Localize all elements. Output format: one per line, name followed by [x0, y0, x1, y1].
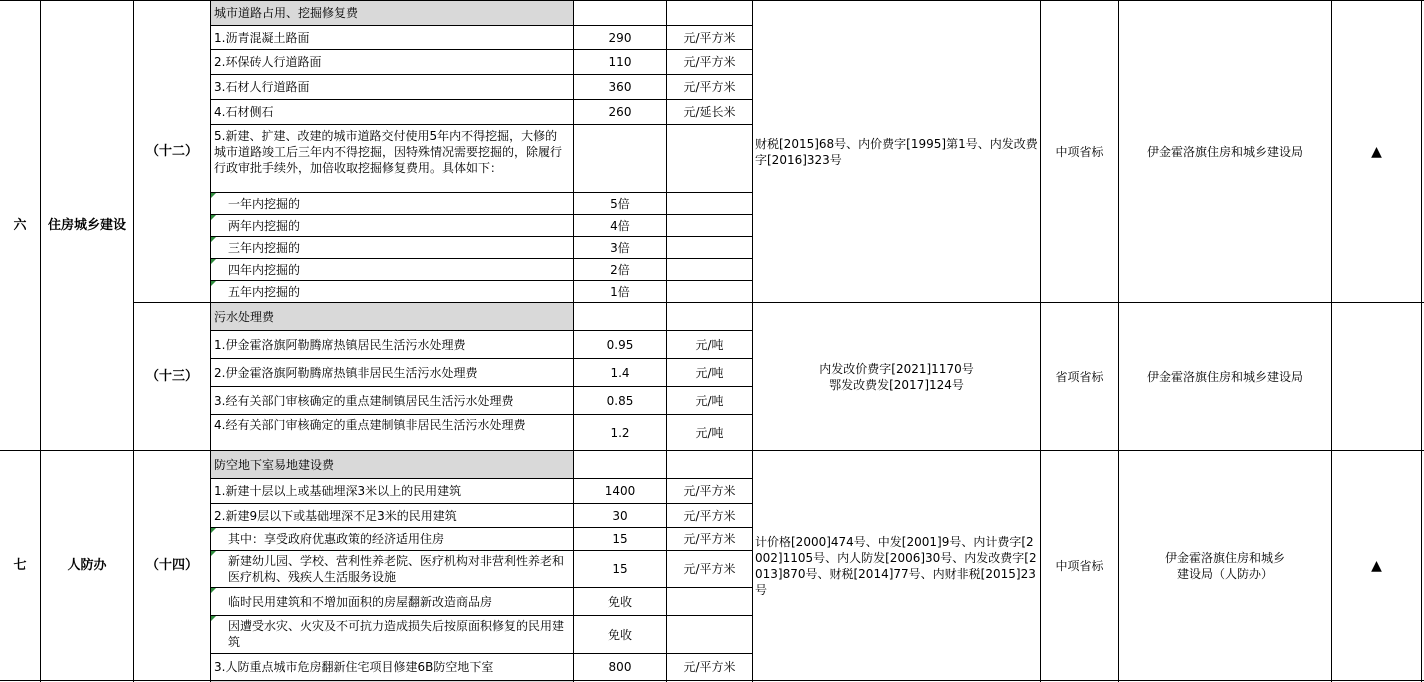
item-name: 三年内挖掘的 [228, 240, 301, 255]
section-number: 六 [13, 217, 27, 233]
item-name: 因遭受水灾、火灾及不可抗力造成损失后按原面积修复的民用建筑 [228, 619, 565, 649]
item-value: 2倍 [610, 262, 630, 277]
grid-line [1421, 0, 1422, 682]
item-unit: 元/吨 [695, 337, 724, 352]
item-name: 五年内挖掘的 [228, 284, 301, 299]
item-unit: 元/平方米 [683, 508, 736, 523]
group-header: 防空地下室易地建设费 [211, 451, 573, 478]
item-name: 4.石材侧石 [214, 105, 274, 119]
item-name: 新建幼儿园、学校、营利性养老院、医疗机构对非营利性养老和医疗机构、残疾人生活服务设施 [228, 554, 565, 584]
cell-flag-icon [211, 528, 216, 533]
item-value: 110 [608, 55, 632, 69]
group-label: （十二） [145, 143, 198, 159]
item-value: 1.4 [610, 365, 630, 380]
item-unit: 元/吨 [695, 393, 724, 408]
item-value: 0.85 [606, 393, 634, 408]
item-unit: 元/平方米 [683, 80, 736, 94]
department-line: 建设局（人防办） [1176, 566, 1273, 581]
cell-flag-icon [211, 259, 216, 264]
item-name: 2.环保砖人行道路面 [214, 55, 322, 69]
item-value: 1400 [604, 484, 636, 498]
policy-basis: 财税[2015]68号、内价费字[1995]第1号、内发改费字[2016]323号 [755, 136, 1038, 167]
cell-flag-icon [211, 281, 216, 286]
standard-level: 中项省标 [1055, 558, 1104, 573]
group-header: 污水处理费 [211, 303, 573, 330]
item-value: 3倍 [610, 240, 630, 255]
policy-basis-line: 内发改价费字[2021]1170号 [819, 361, 974, 376]
item-name: 临时民用建筑和不增加面积的房屋翻新改造商品房 [228, 594, 493, 609]
item-name: 两年内挖掘的 [228, 218, 301, 233]
cell-flag-icon [211, 215, 216, 220]
item-value: 15 [612, 532, 628, 546]
item-value: 360 [608, 80, 632, 94]
cell-flag-icon [211, 588, 216, 593]
item-value: 免收 [607, 594, 632, 609]
item-name: 3.经有关部门审核确定的重点建制镇居民生活污水处理费 [214, 393, 514, 408]
department: 伊金霍洛旗住房和城乡建设局 [1146, 144, 1303, 159]
item-name: 2.新建9层以下或基础埋深不足3米的民用建筑 [214, 508, 457, 523]
item-unit: 元/平方米 [683, 484, 736, 498]
department [1119, 451, 1331, 680]
item-name: 4.经有关部门审核确定的重点建制镇非居民生活污水处理费 [214, 418, 526, 432]
item-unit: 元/延长米 [683, 105, 736, 119]
item-value: 免收 [607, 627, 632, 642]
group-header: 城市道路占用、挖掘修复费 [211, 1, 573, 25]
cell-flag-icon [211, 237, 216, 242]
item-unit: 元/平方米 [683, 660, 736, 674]
item-name: 四年内挖掘的 [228, 262, 301, 277]
standard-level: 中项省标 [1055, 144, 1104, 159]
policy-basis: 计价格[2000]474号、中发[2001]9号、内计费字[2002]1105号、内人防发[2006]30号、内发改费字[2013]870号、财税[2014]77号、内财非税[2015]23号 [755, 534, 1037, 597]
section-number: 七 [13, 557, 27, 573]
item-value: 30 [612, 508, 628, 523]
item-value: 260 [608, 105, 632, 119]
cell-flag-icon [211, 616, 216, 621]
item-name: 其中：享受政府优惠政策的经济适用住房 [228, 532, 445, 546]
group-label: （十四） [145, 557, 198, 573]
triangle-icon: ▲ [1371, 143, 1382, 160]
item-value: 4倍 [610, 218, 630, 233]
section-name: 人防办 [67, 557, 107, 573]
department-line: 伊金霍洛旗住房和城乡 [1164, 550, 1285, 565]
item-name: 1.伊金霍洛旗阿勒腾席热镇居民生活污水处理费 [214, 337, 466, 352]
item-unit: 元/吨 [695, 425, 724, 440]
standard-level: 省项省标 [1055, 369, 1104, 384]
item-name: 一年内挖掘的 [228, 196, 301, 211]
item-value: 5倍 [610, 196, 630, 211]
triangle-icon: ▲ [1371, 557, 1382, 574]
item-unit: 元/平方米 [683, 532, 736, 546]
item-value: 15 [612, 562, 628, 576]
item-name: 1.新建十层以上或基础埋深3米以上的民用建筑 [214, 484, 462, 498]
department: 伊金霍洛旗住房和城乡建设局 [1146, 369, 1303, 384]
group-label: （十三） [145, 368, 198, 384]
policy-basis [753, 303, 1040, 450]
item-value: 0.95 [606, 337, 634, 352]
policy-basis-line: 鄂发改费发[2017]124号 [829, 377, 964, 392]
item-value: 290 [608, 30, 632, 45]
item-name: 2.伊金霍洛旗阿勒腾席热镇非居民生活污水处理费 [214, 365, 478, 380]
cell-flag-icon [211, 551, 216, 556]
item-value: 1.2 [610, 425, 630, 440]
item-unit: 元/平方米 [683, 30, 736, 45]
item-note: 5.新建、扩建、改建的城市道路交付使用5年内不得挖掘，大修的城市道路竣工后三年内不得挖掘，因特殊情况需要挖掘的，除履行行政审批手续外，加倍收取挖掘修复费用。具体如下： [214, 129, 563, 175]
item-name: 3.人防重点城市危房翻新住宅项目修建6B防空地下室 [214, 660, 494, 674]
item-unit: 元/平方米 [683, 55, 736, 69]
item-unit: 元/平方米 [683, 562, 736, 576]
item-value: 800 [608, 660, 632, 674]
cell-flag-icon [211, 193, 216, 198]
section-name: 住房城乡建设 [47, 217, 126, 233]
item-name: 1.沥青混凝土路面 [214, 30, 310, 45]
item-unit: 元/吨 [695, 365, 724, 380]
item-value: 1倍 [610, 284, 630, 299]
item-name: 3.石材人行道路面 [214, 80, 310, 94]
